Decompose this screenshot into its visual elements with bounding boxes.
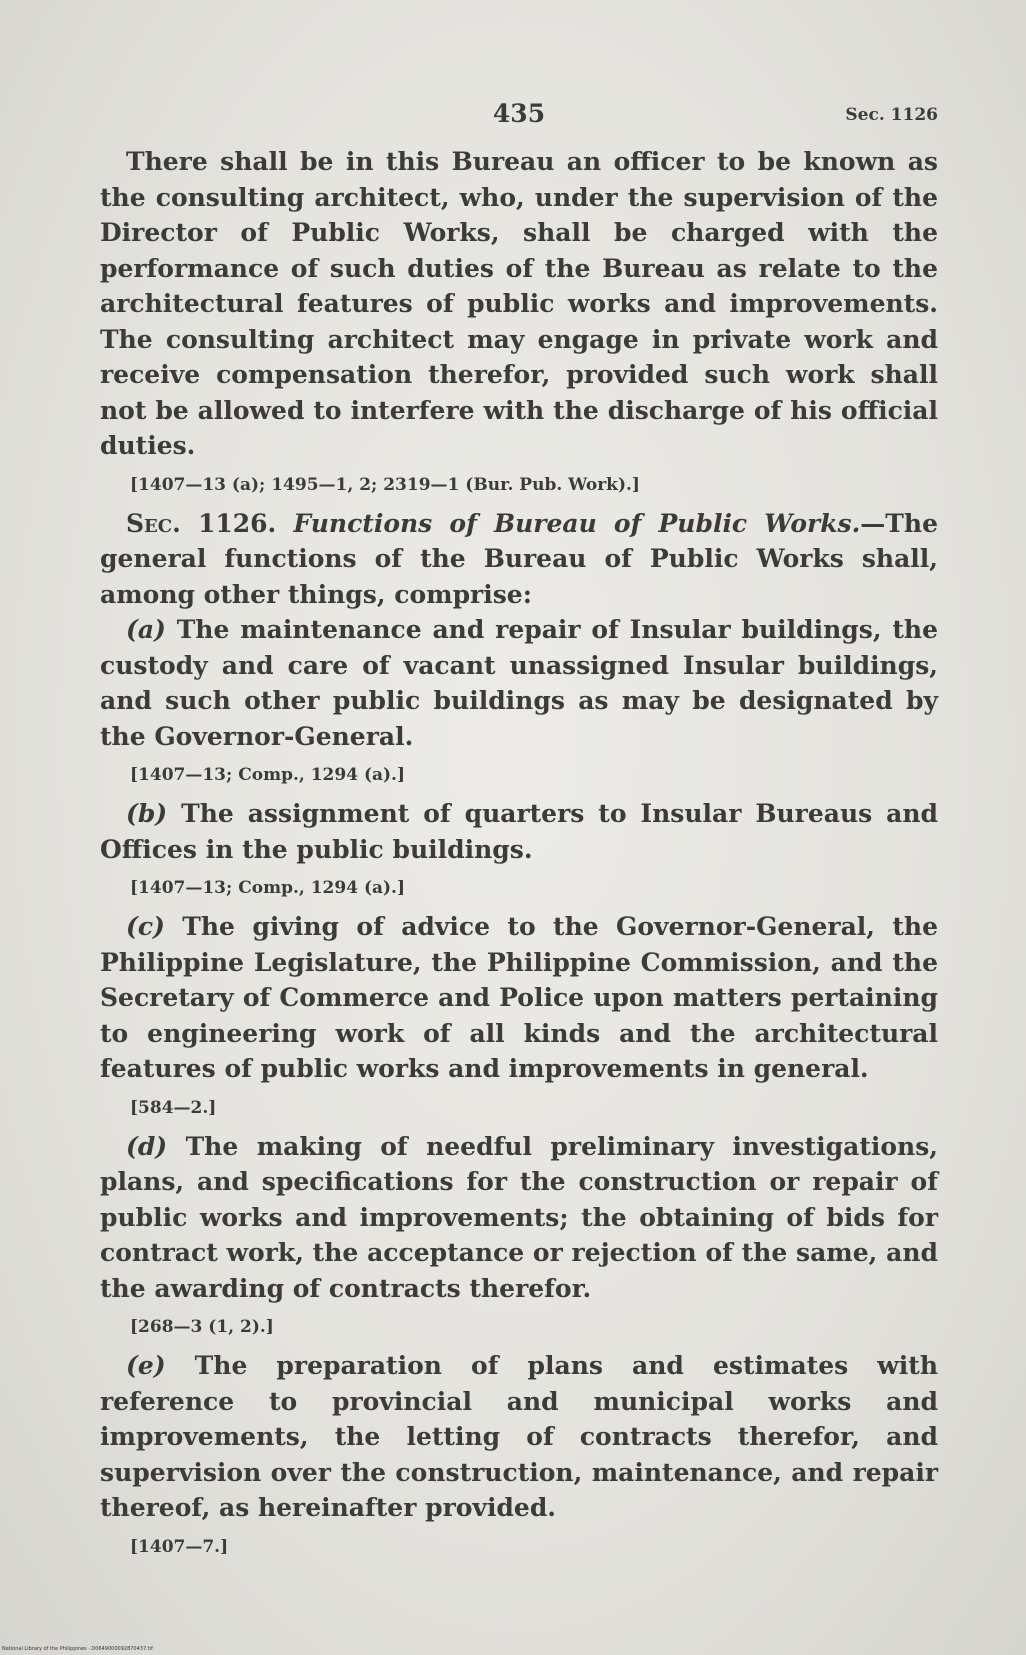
item-a-paragraph — [100, 612, 938, 754]
item-b-paragraph — [100, 796, 938, 867]
item-a-letter: (a) — [126, 615, 166, 644]
page-text-block — [100, 96, 938, 1568]
item-e-text: The preparation of plans and estimates with reference to provincial and municipal works and improvements, the letting of contracts therefor, and supervision over the construction, maintenance, and repair thereof, as hereinafter provided. — [100, 1351, 938, 1522]
item-c-paragraph — [100, 909, 938, 1087]
item-c-letter: (c) — [126, 912, 165, 941]
section-body: —The general functions of the Bureau of Public Works shall, among other things, comprise: — [100, 508, 938, 609]
item-c-citation: [584—2.] — [130, 1097, 217, 1118]
section-1126-paragraph — [100, 506, 938, 613]
item-c-text: The giving of advice to the Governor-General, the Philippine Legislature, the Philippine Commission, and the Secretary of Commerce and Police upon matters pertaining to engineering work of all kinds and the architectural features of public works and improvements in general. — [100, 912, 938, 1083]
item-e-citation: [1407—7.] — [130, 1536, 229, 1557]
intro-paragraph: There shall be in this Bureau an officer to be known as the consulting architect, who, under the supervision of the Director of Public Works, shall be charged with the performance of such duties of the Bureau as relate to the architectural features of public works and improvements. The consulting architect may engage in private work and receive compensation therefor, provided such work shall not be allowed to interfere with the discharge of his official duties. — [100, 147, 938, 460]
scan-footer-note: National Library of the Philippines · D0649000092870437.tif — [2, 1646, 153, 1652]
item-d-citation: [268—3 (1, 2).] — [130, 1317, 274, 1337]
item-b-citation: [1407—13; Comp., 1294 (a).] — [130, 878, 406, 898]
item-a-text: The maintenance and repair of Insular buildings, the custody and care of vacant unassigned Insular buildings, and such other public buildings as may be designated by the Governor-General. — [100, 615, 938, 751]
item-d-text: The making of needful preliminary investigations, plans, and specifications for the construction or repair of public works and improvements; the obtaining of bids for contract work, the acceptance or rejection of the same, and the awarding of contracts therefor. — [100, 1131, 938, 1303]
section-title: Functions of Bureau of Public Works. — [293, 508, 861, 538]
item-d-letter: (d) — [126, 1131, 168, 1161]
intro-citation: [1407—13 (a); 1495—1, 2; 2319—1 (Bur. Pub. Work).] — [130, 474, 640, 495]
item-d-paragraph — [100, 1129, 938, 1307]
item-e-paragraph — [100, 1348, 938, 1526]
page-header — [100, 96, 938, 144]
item-b-text: The assignment of quarters to Insular Bureaus and Offices in the public buildings. — [100, 799, 938, 864]
item-e-letter: (e) — [126, 1351, 166, 1380]
section-marker: Sec. 1126 — [845, 105, 938, 125]
item-b-letter: (b) — [126, 799, 168, 828]
page-number: 435 — [492, 99, 546, 128]
section-label: Sec. 1126. — [126, 508, 277, 538]
item-a-citation: [1407—13; Comp., 1294 (a).] — [130, 765, 406, 785]
